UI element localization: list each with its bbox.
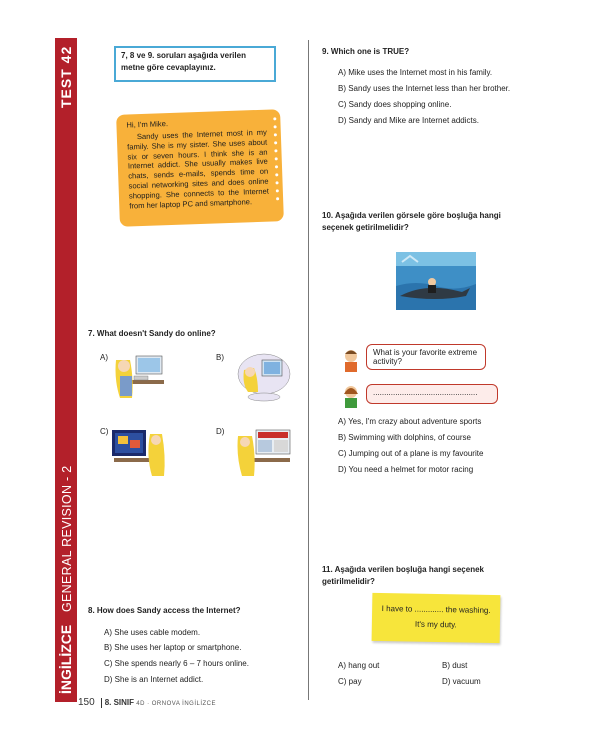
page-number: 150 (78, 697, 95, 708)
question-speech-bubble: What is your favorite extreme activity? (366, 344, 486, 370)
q8-option-b[interactable]: B) She uses her laptop or smartphone. (104, 643, 242, 652)
reading-passage (116, 109, 284, 227)
q8-option-c[interactable]: C) She spends nearly 6 – 7 hours online. (104, 659, 249, 668)
q9-option-b[interactable]: B) Sandy uses the Internet less than her brother. (338, 84, 511, 93)
instruction-box: 7, 8 ve 9. soruları aşağıda verilen metne göre cevaplayınız. (114, 46, 276, 82)
note-line-1: I have to ............. the washing. (381, 604, 491, 615)
q11-option-b[interactable]: B) dust (442, 661, 468, 670)
boy-avatar-icon (340, 348, 362, 372)
q8-option-a[interactable]: A) She uses cable modem. (104, 628, 201, 637)
subject-label: İNGİLİZCE (58, 624, 74, 694)
question-9: 9. Which one is TRUE? (322, 47, 410, 56)
column-divider (308, 40, 309, 700)
question-7: 7. What doesn't Sandy do online? (88, 329, 216, 338)
q9-option-d[interactable]: D) Sandy and Mike are Internet addicts. (338, 116, 479, 125)
q11-option-c[interactable]: C) pay (338, 677, 362, 686)
grade-label: 8. SINIF (104, 698, 135, 707)
passage-greeting: Hi, I'm Mike. (126, 119, 169, 130)
question-11: 11. Aşağıda verilen boşluğa hangi seçenek getirilmelidir? (322, 565, 484, 586)
test-number-label: TEST 42 (58, 45, 74, 108)
q10-option-b[interactable]: B) Swimming with dolphins, of course (338, 433, 471, 442)
q9-option-c[interactable]: C) Sandy does shopping online. (338, 100, 452, 109)
q7-option-b-image[interactable] (236, 350, 292, 402)
question-10: 10. Aşağıda verilen görsele göre boşluğa hangi seçenek getirilmelidir? (322, 211, 501, 232)
q11-option-a[interactable]: A) hang out (338, 661, 380, 670)
unit-label: GENERAL REVISION - 2 (60, 465, 74, 612)
sticky-note (372, 593, 501, 643)
q10-option-c[interactable]: C) Jumping out of a plane is my favourite (338, 449, 484, 458)
q8-option-d[interactable]: D) She is an Internet addict. (104, 675, 204, 684)
bubble-dots (273, 117, 279, 200)
q7-option-c-image[interactable] (110, 426, 166, 478)
q7-label-d: D) (216, 427, 225, 436)
question-8: 8. How does Sandy access the Internet? (88, 606, 241, 615)
q11-option-d[interactable]: D) vacuum (442, 677, 481, 686)
page-footer (78, 697, 216, 708)
girl-avatar-icon (340, 384, 362, 408)
dolphin-photo (396, 252, 476, 310)
q7-label-b: B) (216, 353, 224, 362)
footer-separator (101, 698, 102, 708)
q7-option-d-image[interactable] (236, 426, 292, 478)
series-label: 4D · ORNOVA İNGİLİZCE (136, 701, 216, 707)
q7-label-a: A) (100, 353, 108, 362)
q10-option-d[interactable]: D) You need a helmet for motor racing (338, 465, 474, 474)
q10-option-a[interactable]: A) Yes, I'm crazy about adventure sports (338, 417, 482, 426)
q7-option-a-image[interactable] (110, 350, 166, 402)
note-line-2: It's my duty. (414, 619, 457, 630)
passage-body: Sandy uses the Internet most in my family. She is my sister. She uses about six or seven hours. I think she is an Internet addict. She usually makes live chats, sends e-mails, spends time on social networking sites and does online shopping. She connects to the Internet from her laptop PC and smartphone. (127, 127, 270, 211)
q7-label-c: C) (100, 427, 109, 436)
answer-blank-bubble: ............................................... (366, 384, 498, 404)
q9-option-a[interactable]: A) Mike uses the Internet most in his family. (338, 68, 493, 77)
